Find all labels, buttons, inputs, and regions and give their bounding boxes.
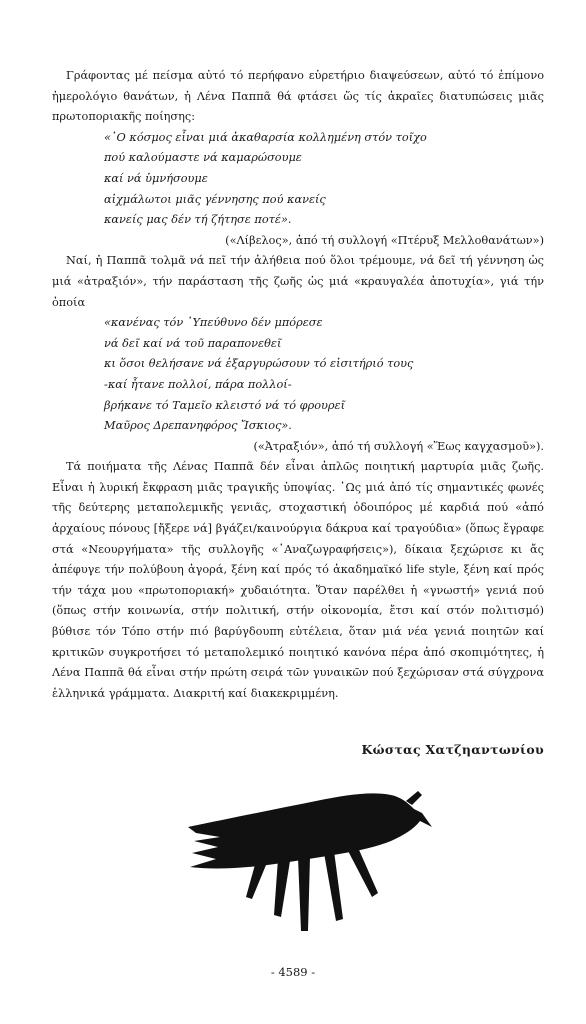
poem-line: πού καλούμαστε νά καμαρώσουμε	[104, 151, 302, 165]
poem-line: αἰχμάλωτοι μιᾶς γέννησης πού κανείς	[104, 192, 326, 206]
poem-line: «κανένας τόν ῾Υπεύθυνο δέν μπόρεσε	[104, 316, 323, 330]
poem-line: βρήκανε τό Ταμεῖο κλειστό νά τό φρουρεῖ	[104, 398, 346, 412]
poem-line: Μαῦρος Δρεπανηφόρος Ἴσκιος».	[104, 419, 292, 433]
author-signature: Κώστας Χατζηαντωνίου	[361, 742, 544, 757]
poem-line: νά δεῖ καί νά τοῦ παραπονεθεῖ	[104, 336, 282, 350]
poem-line: καί νά ὑμνήσουμε	[104, 171, 208, 185]
poem-quote-2	[104, 313, 544, 437]
body-text	[52, 66, 544, 704]
poem-quote-1	[104, 128, 544, 231]
poem-line: «῾Ο κόσμος εἶναι μιά ἀκαθαρσία κολλημένη στόν τοῖχο	[104, 130, 427, 144]
paragraph-1: Γράφοντας μέ πείσμα αὐτό τό περήφανο εὑρετήριο διαψεύσεων, αὐτό τό ἐπίμονο ἡμερολόγιο θανάτων, ἡ Λένα Παππᾶ θά φτάσει ὥς τίς ἀκραῖες διατυπώσεις μιᾶς πρωτοποριακῆς ποίησης:	[52, 69, 544, 124]
page-number: - 4589 -	[270, 965, 316, 979]
citation-1: («Λίβελος», ἀπό τή συλλογή «Πτέρυξ Μελλοθανάτων»)	[225, 233, 544, 247]
paragraph-2: Ναί, ἡ Παππᾶ τολμᾶ νά πεῖ τήν ἀλήθεια πού ὅλοι τρέμουμε, νά δεῖ τή γέννηση ὡς μιά «ἀτραξιόν», τήν παράσταση τῆς ζωῆς ὡς μιά «κραυγαλέα ἀποτυχία», γιά τήν ὁποία	[52, 254, 544, 309]
paragraph-3: Τά ποιήματα τῆς Λένας Παππᾶ δέν εἶναι ἁπλῶς ποιητική μαρτυρία μιᾶς ζωῆς. Εἶναι ἡ λυρική ἔκφραση μιᾶς τραγικῆς ὑποψίας. ῾Ως μιά ἀπό τίς σημαντικές φωνές τῆς δεύτερης μεταπολεμικῆς γενιᾶς, στοχαστική ὁδοιπόρος μέ καρδιά πού «ἀπό ἀρχαίους πόνους [ἤξερε νά] βγάζει/καινούργια δάκρυα καί τραγούδια» (ὅπως ἔγραφε στά «Νεουργήματα» τῆς συλλογῆς «᾿Αναζωγραφήσεις»), δίκαια ξεχώρισε κι ἄς ἀπέφυγε τήν πολύβουη ἀγορά, ξένη καί πρός τό ἀκαδημαϊκό life style, ξένη καί πρός τήν τάχα μου «πρωτοποριακή» χυδαιότητα. Ὅταν παρέλθει ἡ «γνωστή» γενιά πού (ὅπως στήν κοινωνία, στήν πολιτική, στήν οἰκονομία, ἔτσι καί στόν πολιτισμό) βύθισε τόν Τόπο στήν πιό βαρύγδουπη εὐτέλεια, ὅταν μιά νέα γενιά ποιητῶν καί κριτικῶν συγκροτήσει τό μεταπολεμικό ποιητικό κανόνα πέρα ἀπό σκοπιμότητες, ἡ Λένα Παππᾶ θά εἶναι στήν πρώτη σειρά τῶν γυναικῶν πού ξεχώρισαν στά σύγχρονα ἑλληνικά γράμματα. Διακριτή καί διακεκριμμένη.	[52, 460, 544, 700]
citation-2: («Ἀτραξιόν», ἀπό τή συλλογή «Ἕως καγχασμοῦ»).	[253, 439, 544, 453]
poem-line: κανείς μας δέν τή ζήτησε ποτέ».	[104, 213, 292, 227]
poem-line: -καί ἦτανε πολλοί, πάρα πολλοί-	[104, 377, 292, 391]
bird-icon	[186, 787, 436, 933]
poem-line: κι ὅσοι θελήσανε νά ἐξαργυρώσουν τό εἰσιτήριό τους	[104, 357, 414, 371]
